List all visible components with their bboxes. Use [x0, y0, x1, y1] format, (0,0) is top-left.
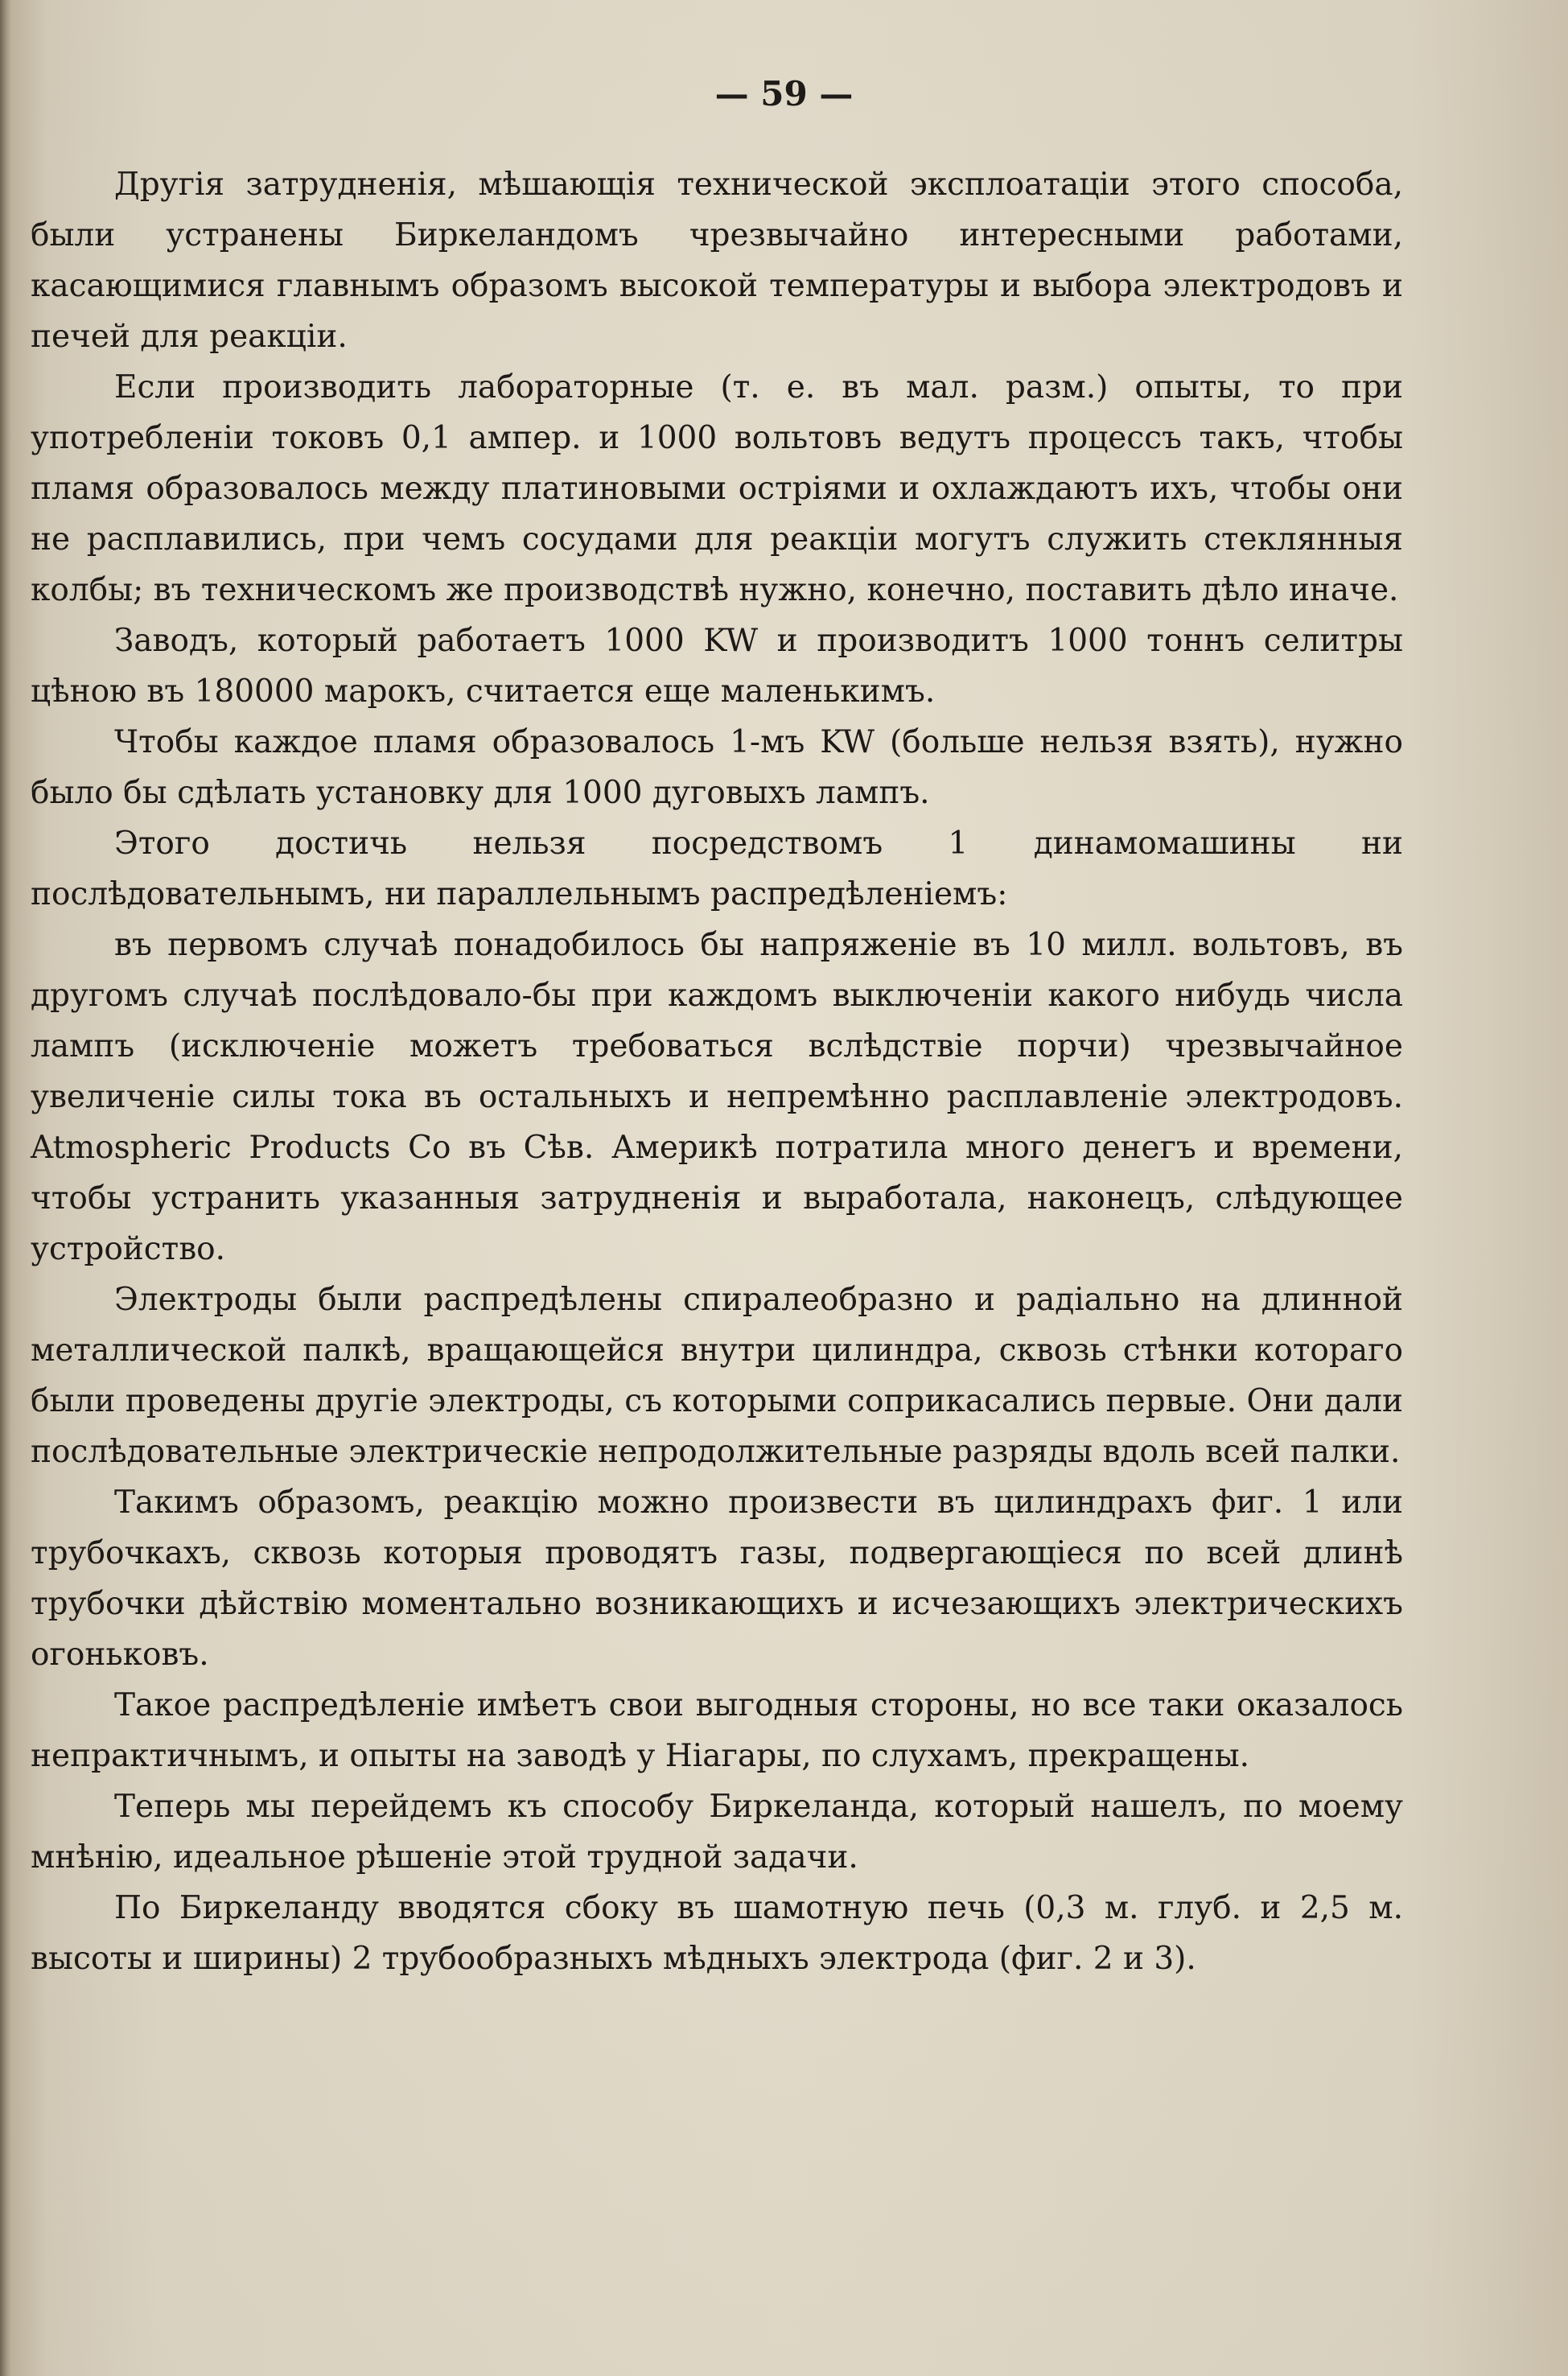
paragraph: По Биркеланду вводятся сбоку въ шамотную печь (0,3 м. глуб. и 2,5 м. высоты и ширины) 2 трубообразныхъ мѣдныхъ электрода (фиг. 2 и 3). — [31, 1890, 1403, 1977]
page-number: — 59 — — [714, 74, 854, 113]
body-text — [31, 159, 1403, 1984]
paragraph: Другія затрудненія, мѣшающія технической эксплоатаціи этого способа, были устранены Биркеландомъ чрезвычайно интересными работами, касающимися главнымъ образомъ высокой температуры и выбора электродовъ и печей для реакціи. — [31, 167, 1403, 355]
paragraph: Если производить лабораторные (т. е. въ мал. разм.) опыты, то при употребленіи токовъ 0,1 ампер. и 1000 вольтовъ ведутъ процессъ такъ, чтобы пламя образовалось между платиновыми остріями и охлаждаютъ ихъ, чтобы они не расплавились, при чемъ сосудами для реакціи могутъ служить стеклянныя колбы; въ техническомъ же производствѣ нужно, конечно, поставить дѣло иначе. — [31, 369, 1403, 608]
paragraph: Этого достичь нельзя посредствомъ 1 динамомашины ни послѣдовательнымъ, ни параллельнымъ распредѣленіемъ: — [31, 826, 1403, 912]
paragraph: Заводъ, который работаетъ 1000 KW и производитъ 1000 тоннъ селитры цѣною въ 180000 марокъ, считается еще маленькимъ. — [31, 623, 1403, 710]
paragraph: Такимъ образомъ, реакцію можно произвести въ цилиндрахъ фиг. 1 или трубочкахъ, сквозь которыя проводятъ газы, подвергающіеся по всей длинѣ трубочки дѣйствію моментально возникающихъ и исчезающихъ электрическихъ огоньковъ. — [31, 1484, 1403, 1673]
paragraph: Теперь мы перейдемъ къ способу Биркеланда, который нашелъ, по моему мнѣнію, идеальное рѣшеніе этой трудной задачи. — [31, 1789, 1403, 1876]
binding-edge — [0, 0, 11, 2376]
paragraph: Электроды были распредѣлены спиралеобразно и радіально на длинной металлической палкѣ, вращающейся внутри цилиндра, сквозь стѣнки котораго были проведены другіе электроды, съ которыми соприкасались первые. Они дали послѣдовательные электрическіе непродолжительные разряды вдоль всей палки. — [31, 1282, 1403, 1470]
paragraph: въ первомъ случаѣ понадобилось бы напряженіе въ 10 милл. вольтовъ, въ другомъ случаѣ послѣдовало-бы при каждомъ выключеніи какого нибудь числа лампъ (исключеніе можетъ требоваться вслѣдствіе порчи) чрезвычайное увеличеніе силы тока въ остальныхъ и непремѣнно расплавленіе электродовъ. Atmospheric Products Co въ Сѣв. Америкѣ потратила много денегъ и времени, чтобы устранить указанныя затрудненія и выработала, наконецъ, слѣдующее устройство. — [31, 927, 1403, 1267]
paragraph: Чтобы каждое пламя образовалось 1-мъ KW (больше нельзя взять), нужно было бы сдѣлать установку для 1000 дуговыхъ лампъ. — [31, 724, 1403, 811]
paragraph: Такое распредѣленіе имѣетъ свои выгодныя стороны, но все таки оказалось непрактичнымъ, и опыты на заводѣ у Ніагары, по слухамъ, прекращены. — [31, 1687, 1403, 1774]
